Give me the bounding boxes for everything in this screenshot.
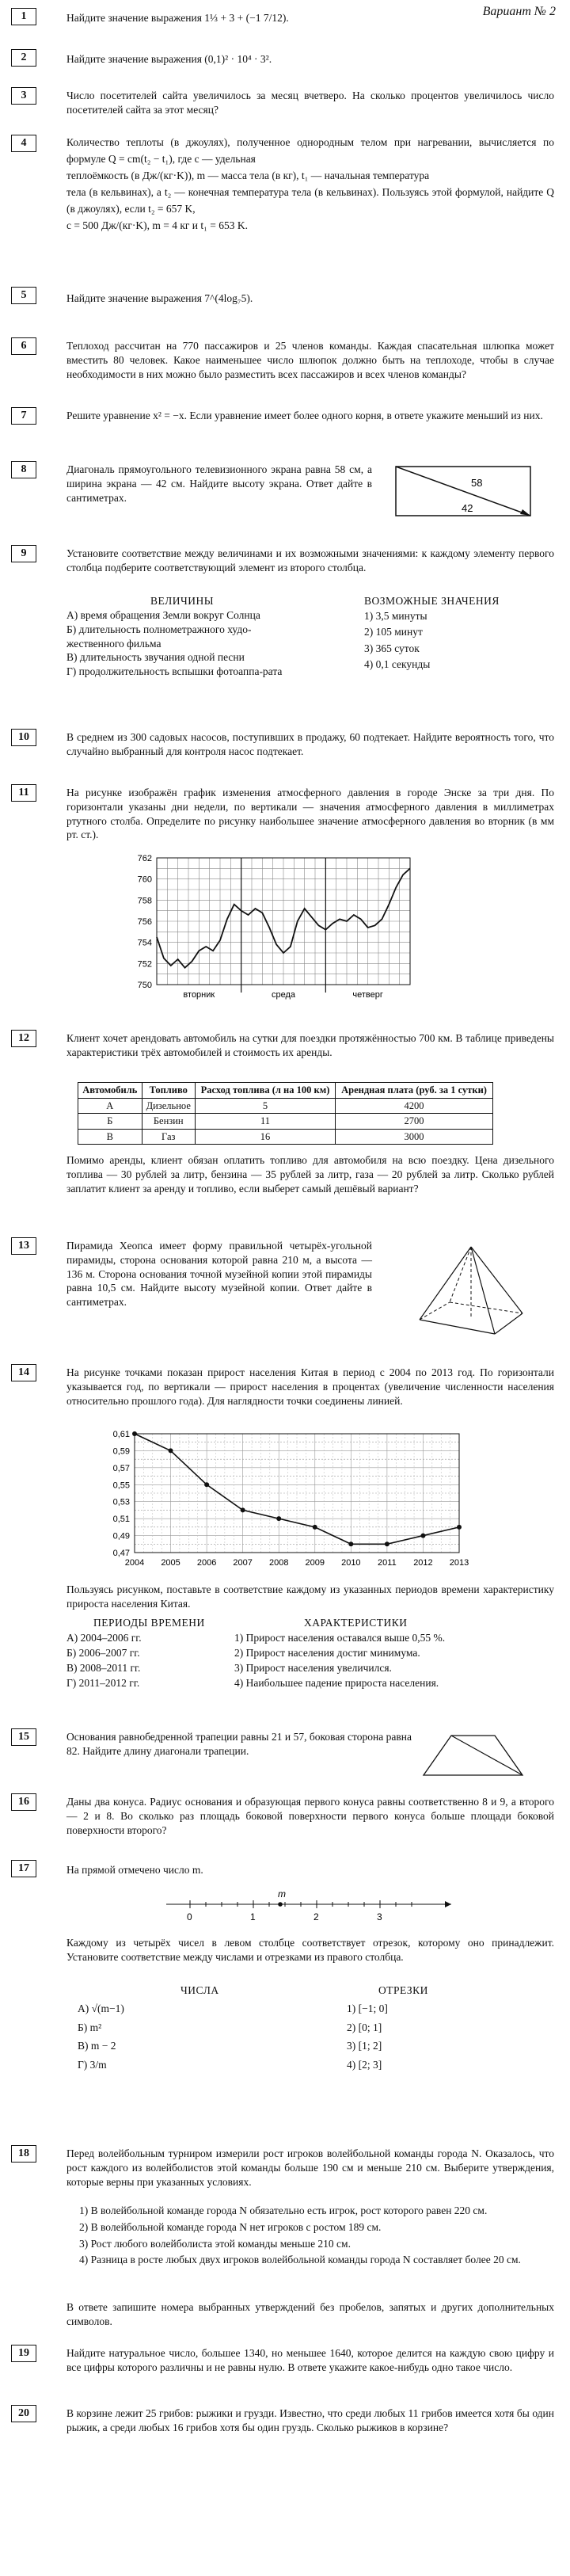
arrow-head [520,509,530,516]
y-tick-label: 762 [137,854,152,863]
task-text-line: Количество теплоты (в джоулях), полученное однородным телом при нагревании, вычисляется по формуле Q = cm(t₂ − t₁), где c — удельная [66,136,554,165]
x-tick-label: 2008 [268,1558,289,1568]
right-item: 4) 0,1 секунды [364,657,431,670]
table-header-row [78,1083,493,1099]
left-column [66,1630,233,1691]
left-item: Г) 3/m [78,2058,107,2071]
table-cell: 16 [195,1129,335,1145]
diagonal-label: 58 [471,477,483,489]
task-number: 6 [11,337,36,355]
task-number: 19 [11,2345,36,2362]
y-tick-label: 0,57 [112,1463,130,1473]
data-point [241,1507,245,1512]
task-text: Клиент хочет арендовать автомобиль на сутки для поездки протяжённостью 700 км. В таблице приведены характеристики трёх автомобилей и стоимость их аренды. [66,1032,554,1058]
right-column [364,608,538,673]
x-tick-label: 2013 [449,1558,469,1568]
y-tick-label: 0,53 [112,1497,130,1507]
width-label: 42 [462,502,473,514]
task-text: В среднем из 300 садовых насосов, поступивших в продажу, 60 подтекает. Найдите вероятность того, что случайно выбранный для контроля насос подтекает. [66,731,554,757]
y-tick-label: 758 [137,896,152,906]
task-text: Теплоход рассчитан на 770 пассажиров и 25 членов команды. Каждая спасательная шлюпка может вместить 80 человек. Какое наименьшее число шлюпок должно быть на теплоходе, чтобы в случае необходимости в них можно было разместить всех пассажиров и всех членов команды? [66,340,554,380]
x-tick-label: среда [271,990,296,1000]
rent-table-wrap [78,1082,493,1145]
task-number: 18 [11,2145,36,2163]
left-item: А) √(m−1) [78,2002,124,2014]
table-row [78,1114,493,1130]
data-point [348,1541,353,1546]
pyramid-edge [471,1247,495,1334]
task-number: 17 [11,1860,36,1877]
pyramid-hidden-base [420,1302,450,1320]
task-text-after: Каждому из четырёх чисел в левом столбце соответствует отрезок, которому оно принадлежит. Установите соответствие между числами и отрезками из правого столбца. [66,1937,554,1963]
y-tick-label: 0,49 [112,1531,130,1541]
task-text: Установите соответствие между величинами и их возможными значениями: к каждому элементу первого столбца подберите соответствующий элемент из второго столбца. [66,547,554,574]
pyramid-edge [420,1247,471,1320]
task-number: 12 [11,1030,36,1047]
task-text: Основания равнобедренной трапеции равны 21 и 57, боковая сторона равна 82. Найдите длину диагонали трапеции. [66,1731,412,1757]
task-text: На рисунке точками показан прирост населения Китая в период с 2004 по 2013 год. По горизонтали указывается год, по вертикали — прирост населения в процентах (увеличение численности населения относительно прошлого года). Для наглядности точки соединены линией. [66,1366,554,1407]
left-column [78,1999,236,2075]
y-tick-label: 760 [137,875,152,885]
x-tick-label: четверг [352,990,383,1000]
task-text: Пирамида Хеопса имеет форму правильной четырёх-угольной пирамиды, сторона основания которой равна 210 м, а высота — 136 м. Сторона основания точной музейной копии этой пирамиды равна 10,5 см. Найдите высоту музейной копии. Ответ дайте в сантиметрах. [66,1240,372,1309]
task-text-after: Пользуясь рисунком, поставьте в соответствие каждому из указанных периодов времени характеристику прироста населения Китая. [66,1583,554,1610]
task-text-line: тела (в кельвинах), а t₂ — конечная температура тела (в кельвинах). Пользуясь этой формулой, найдите Q (в джоулях), если t₂ = 657 K, [66,185,554,215]
trapezoid-shape [424,1736,522,1775]
screen-figure [392,463,542,524]
task-number: 9 [11,545,36,562]
task-text-after: Помимо аренды, клиент обязан оплатить топливо для автомобиля на всю поездку. Цена дизельного топлива — 30 рублей за литр, бензина — 35 рублей за литр, газа — 20 рублей за литр. Сколько рублей заплатит клиент за аренду и топливо, если выберет самый дешёвый вариант? [66,1154,554,1195]
task-number: 13 [11,1237,36,1255]
right-item: 3) [1; 2] [347,2040,382,2052]
table-header: Топливо [142,1083,195,1099]
task-text: Число посетителей сайта увеличилось за месяц вчетверо. На сколько процентов увеличилось число посетителей сайта за этот месяц? [66,90,554,116]
number-line [158,1887,459,1926]
list-item: 1) В волейбольной команде города N обязательно есть игрок, рост которого равен 220 см. [79,2204,488,2216]
y-tick-label: 0,51 [112,1515,130,1525]
axis-arrow [445,1901,451,1907]
table-cell: 2700 [336,1114,493,1130]
left-item: В) 2008–2011 гг. [66,1662,141,1675]
task-number: 3 [11,87,36,105]
task-number: 5 [11,287,36,304]
task-text: Найдите значение выражения [66,53,202,65]
task-text: Диагональ прямоугольного телевизионного экрана равна 58 см, а ширина экрана — 42 см. Найдите высоту экрана. Ответ дайте в сантиметрах. [66,463,372,504]
task-text-after: В ответе запишите номера выбранных утверждений без пробелов, запятых и других дополнительных символов. [66,2301,554,2327]
task-text: Найдите натуральное число, большее 1340, но меньшее 1640, которое делится на каждую свою цифру и все цифры которого различны и не равны нулю. В ответе укажите какое-нибудь одно такое число. [66,2347,554,2373]
left-column-head: ПЕРИОДЫ ВРЕМЕНИ [93,1617,205,1629]
table-row [78,1129,493,1145]
list-item: 4) Разница в росте любых двух игроков волейбольной команды города N составляет более 20 см. [79,2254,521,2266]
right-item: 2) Прирост населения достиг минимума. [234,1647,420,1660]
right-item: 2) 105 минут [364,626,423,638]
right-item: 2) [0; 1] [347,2021,382,2033]
x-tick-label: 2004 [124,1558,145,1568]
pyramid-edge [471,1247,522,1313]
table-row [78,1098,493,1114]
table-cell: Газ [142,1129,195,1145]
task-text: Перед волейбольным турниром измерили рост игроков волейбольной команды города N. Оказалось, что рост каждого из волейболистов этой команды больше 190 см и меньше 210 см. Выберите утверждения, которые верны при указанных условиях. [66,2147,554,2188]
data-point [420,1534,425,1538]
table-header: Расход топлива (л на 100 км) [195,1083,335,1099]
table-cell: А [78,1098,142,1114]
x-tick-label: 2005 [161,1558,180,1568]
left-item: А) 2004–2006 гг. [66,1632,142,1644]
table-header: Автомобиль [78,1083,142,1099]
left-item: Б) m² [78,2021,102,2033]
y-tick-label: 0,55 [112,1480,130,1491]
right-column-head: ОТРЕЗКИ [378,1984,428,1996]
table-header: Арендная плата (руб. за 1 сутки) [336,1083,493,1099]
x-tick-label: вторник [183,990,215,1000]
pyramid-figure [412,1240,530,1343]
task-formula: 1⅓ + 3 + (−1 7/12). [204,12,289,24]
left-item: Г) продолжительность вспышки фотоаппа-рата [66,665,283,678]
tick-label: 1 [250,1911,256,1922]
point-m-label: m [278,1888,286,1900]
data-point [169,1448,173,1453]
y-tick-label: 0,61 [112,1430,130,1439]
data-point [276,1516,281,1521]
left-column [66,608,304,679]
task-formula: (0,1)² · 10⁴ · 3². [204,53,272,65]
list-item: 3) Рост любого волейболиста этой команды меньше 210 см. [79,2237,351,2250]
y-tick-label: 750 [137,981,152,990]
y-tick-label: 756 [137,917,152,927]
left-item: Г) 2011–2012 гг. [66,1677,140,1690]
task-text: Даны два конуса. Радиус основания и образующая первого конуса равны соответственно 8 и 9, а второго — 2 и 8. Во сколько раз площадь боковой поверхности первого конуса больше площади боковой поверхности второго? [66,1796,554,1836]
rent-table [78,1082,493,1145]
right-item: 1) [−1; 0] [347,2002,388,2014]
task-number: 15 [11,1728,36,1746]
right-item: 1) 3,5 минуты [364,610,428,622]
data-point [457,1525,462,1530]
right-column-head: ХАРАКТЕРИСТИКИ [304,1617,408,1629]
tick-label: 0 [187,1911,192,1922]
pyramid-base-edge [420,1320,495,1334]
left-item: В) m − 2 [78,2040,116,2052]
pyramid-hidden-base [450,1302,522,1313]
y-tick-label: 0,59 [112,1446,130,1457]
data-point [385,1541,390,1546]
task-text: На рисунке изображён график изменения атмосферного давления в городе Энске за три дня. По горизонтали указаны дни недели, по вертикали — значения атмосферного давления в миллиметрах ртутного столба. Определите по рисунку наибольшее значение атмосферного давления во вторник (в мм рт. ст.). [66,787,554,841]
x-tick-label: 2011 [378,1558,397,1568]
right-column-head: ВОЗМОЖНЫЕ ЗНАЧЕНИЯ [364,595,500,607]
left-item: А) время обращения Земли вокруг Солнца [66,609,260,621]
tick-label: 2 [314,1911,319,1922]
table-cell: 3000 [336,1129,493,1145]
table-cell: Б [78,1114,142,1130]
trapezoid-diagonal [451,1736,522,1775]
right-item: 1) Прирост населения оставался выше 0,55 %. [234,1632,446,1644]
list-item: 2) В волейбольной команде города N нет игроков с ростом 189 см. [79,2220,382,2233]
x-tick-label: 2012 [413,1558,433,1568]
y-tick-label: 0,47 [112,1549,130,1558]
table-cell: В [78,1129,142,1145]
task-text-line: c = 500 Дж/(кг·K), m = 4 кг и t₁ = 653 K. [66,219,248,231]
pressure-chart [119,852,428,1010]
task-formula: 7^(4log₇5). [204,292,253,304]
task-text: Найдите значение выражения [66,292,202,304]
x-tick-label: 2009 [305,1558,325,1568]
task-number: 4 [11,135,36,152]
right-column [347,1999,505,2075]
task-text: Найдите значение выражения [66,12,202,24]
point-m [278,1902,283,1907]
data-point [204,1482,209,1487]
right-item: 4) [2; 3] [347,2058,382,2071]
data-point [132,1431,137,1436]
right-item: 3) 365 суток [364,642,420,654]
table-cell: Дизельное [142,1098,195,1114]
left-item: В) длительность звучания одной песни [66,651,245,664]
table-cell: 11 [195,1114,335,1130]
right-item: 3) Прирост населения увеличился. [234,1662,392,1675]
y-tick-label: 754 [137,938,152,948]
population-chart [103,1427,483,1578]
right-item: 4) Наибольшее падение прироста населения. [234,1677,439,1690]
task-number: 8 [11,461,36,478]
task-number: 10 [11,729,36,746]
table-cell: 5 [195,1098,335,1114]
table-cell: Бензин [142,1114,195,1130]
variant-label: Вариант № 2 [482,5,556,18]
task-number: 11 [11,784,36,802]
task-number: 2 [11,49,36,67]
task-number: 20 [11,2405,36,2422]
tick-label: 3 [377,1911,382,1922]
statements-list [79,2204,554,2267]
left-item: Б) 2006–2007 гг. [66,1647,140,1660]
y-tick-label: 752 [137,959,152,970]
x-tick-label: 2006 [196,1558,217,1568]
task-number: 1 [11,8,36,25]
data-point [313,1525,317,1530]
task-number: 16 [11,1793,36,1811]
pyramid-hidden-edge [450,1247,471,1302]
task-number: 7 [11,407,36,425]
left-item: Б) длительность полнометражного худо-жественного фильма [66,623,252,650]
task-text: В корзине лежит 25 грибов: рыжики и грузди. Известно, что среди любых 11 грибов имеется хотя бы один рыжик, а среди любых 16 грибов хотя бы один груздь. Сколько рыжиков в корзине? [66,2407,554,2433]
x-tick-label: 2007 [233,1558,253,1568]
x-tick-label: 2010 [341,1558,361,1568]
left-column-head: ВЕЛИЧИНЫ [150,595,215,607]
right-column [234,1630,551,1691]
table-cell: 4200 [336,1098,493,1114]
task-text: На прямой отмечено число m. [66,1864,203,1876]
left-column-head: ЧИСЛА [180,1984,219,1996]
task-number: 14 [11,1364,36,1381]
pyramid-base-edge [495,1313,522,1334]
task-text-line: теплоёмкость (в Дж/(кг·K)), m — масса тела (в кг), t₁ — начальная температура [66,169,430,181]
trapezoid-figure [420,1732,530,1779]
task-text: Решите уравнение x² = −x. Если уравнение имеет более одного корня, в ответе укажите меньший из них. [66,410,543,421]
